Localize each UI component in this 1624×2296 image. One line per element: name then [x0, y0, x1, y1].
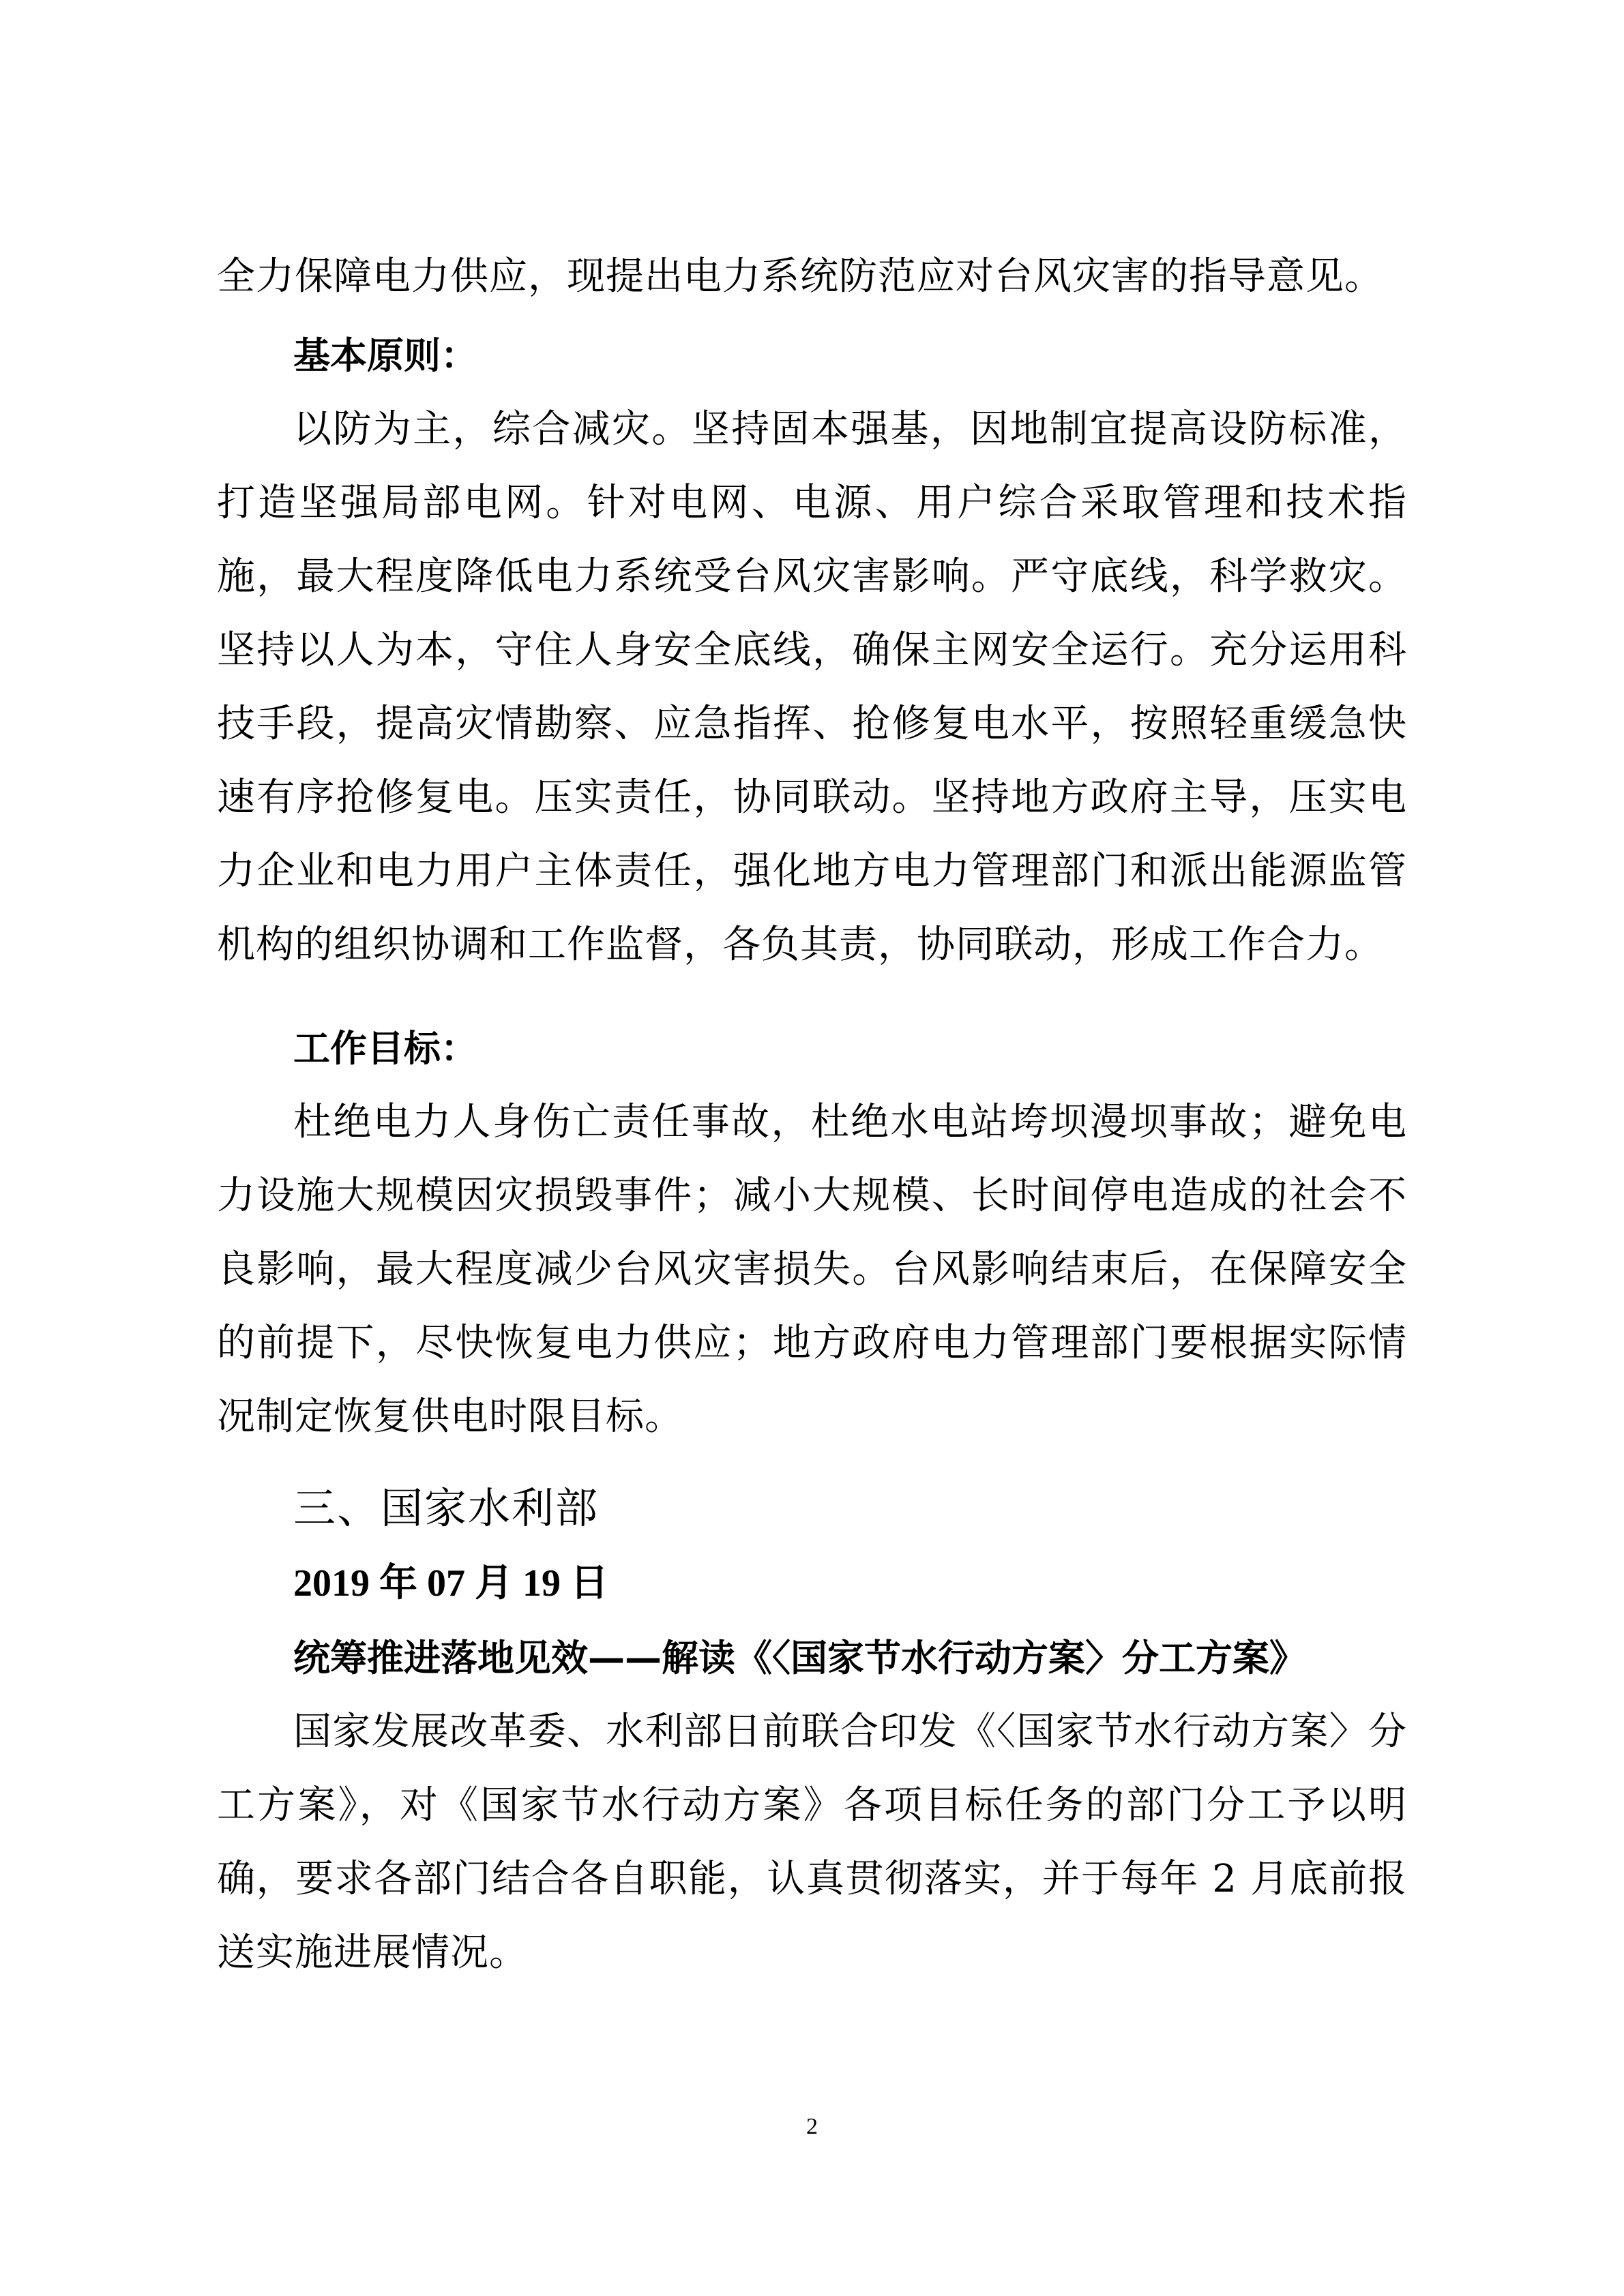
section-title: 三、国家水利部	[293, 1483, 600, 1533]
principles-heading: 基本原则：	[293, 334, 477, 377]
article-paragraph: 国家发展改革委、水利部日前联合印发《〈国家节水行动方案〉分工方案》，对《国家节水行动方案》各项目标任务的部门分工予以明确，要求各部门结合各自职能，认真贯彻落实，并于每年 2 月底前报送实施进展情况。	[217, 1710, 1407, 1975]
principles-paragraph: 以防为主，综合减灾。坚持固本强基，因地制宜提高设防标准，打造坚强局部电网。针对电网、电源、用户综合采取管理和技术指施，最大程度降低电力系统受台风灾害影响。严守底线，科学救灾。坚持以人为本，守住人身安全底线，确保主网安全运行。充分运用科技手段，提高灾情勘察、应急指挥、抢修复电水平，按照轻重缓急快速有序抢修复电。压实责任，协同联动。坚持地方政府主导，压实电力企业和电力用户主体责任，强化地方电力管理部门和派出能源监管机构的组织协调和工作监督，各负其责，协同联动，形成工作合力。	[217, 407, 1407, 967]
page-number: 2	[806, 2114, 818, 2139]
intro-paragraph: 全力保障电力供应，现提出电力系统防范应对台风灾害的指导意见。	[217, 254, 1383, 299]
goals-paragraph: 杜绝电力人身伤亡责任事故，杜绝水电站垮坝漫坝事故；避免电力设施大规模因灾损毁事件；减小大规模、长时间停电造成的社会不良影响，最大程度减少台风灾害损失。台风影响结束后，在保障安全的前提下，尽快恢复电力供应；地方政府电力管理部门要根据实际情况制定恢复供电时限目标。	[217, 1100, 1407, 1439]
article-title: 统筹推进落地见效——解读《〈国家节水行动方案〉分工方案》	[293, 1637, 1306, 1680]
goals-heading: 工作目标：	[293, 1027, 477, 1070]
article-date: 2019 年 07 月 19 日	[293, 1562, 608, 1605]
